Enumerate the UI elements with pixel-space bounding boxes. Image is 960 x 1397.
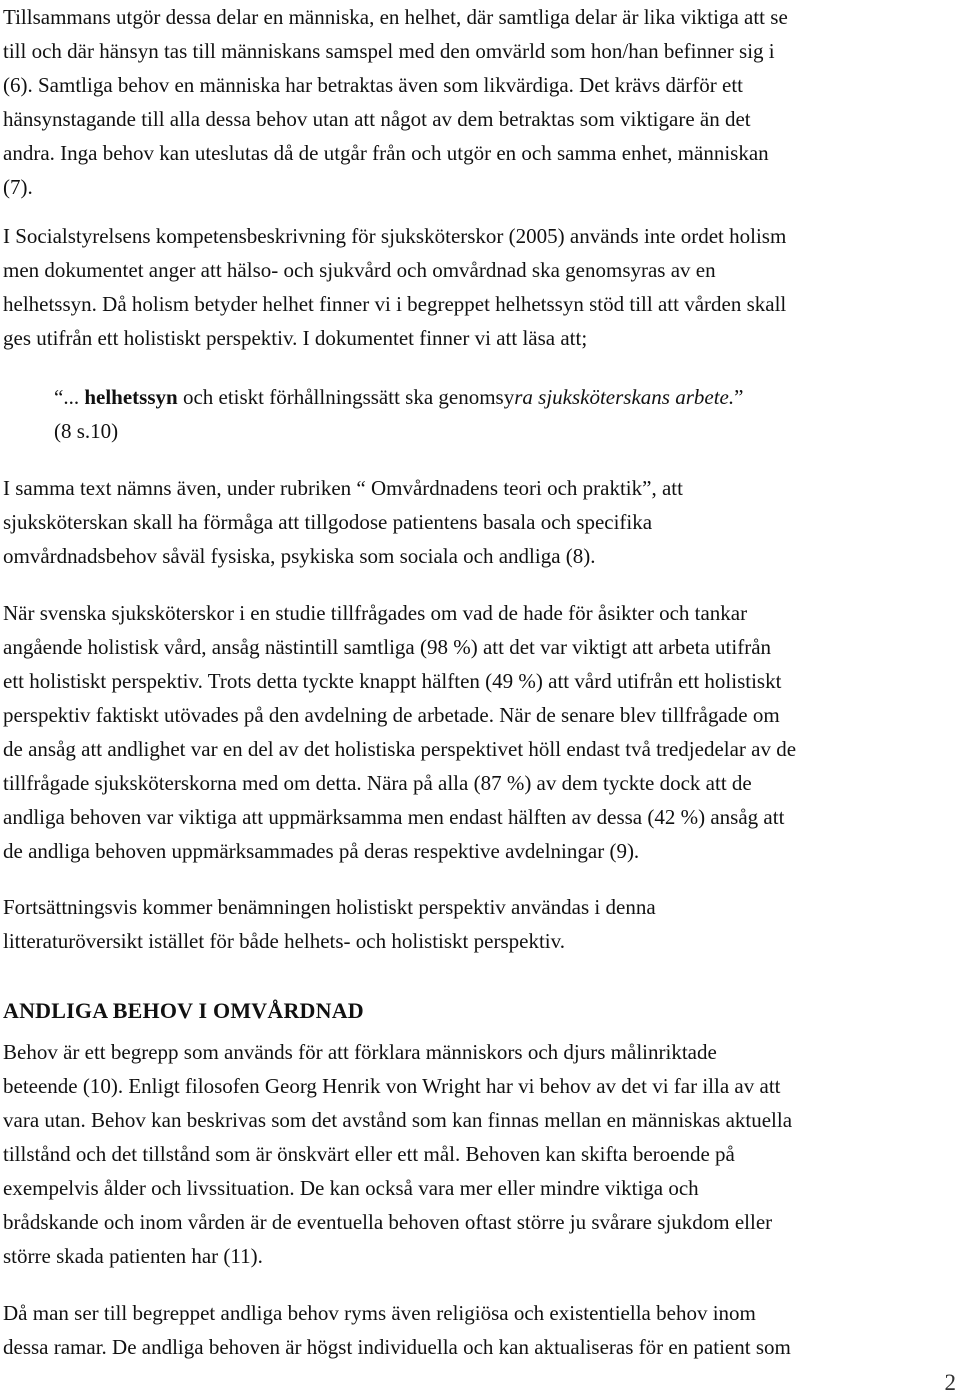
paragraph-andliga-behov: Då man ser till begreppet andliga behov ryms även religiösa och existentiella behov inom dessa ramar. De andliga behoven är högst individuella och kan aktualiseras för en patient som: [3, 1301, 791, 1359]
paragraph-studie-sjukskoterskor: När svenska sjuksköterskor i en studie tillfrågades om vad de hade för åsikter och tankar angående holistisk vård, ansåg nästintill samtliga (98 %) att det var viktigt att arbeta utifrån ett holistiskt perspektiv. Trots detta tyckte knappt hälften (49 %) att vård utifrån ett holistiskt perspektiv faktiskt utövades på den avdelning de arbetade. När de senare blev tillfrågade om de ansåg att andlighet var en del av det holistiska perspektivet höll endast två tredjedelar av de tillfrågade sjuksköterskorna med om detta. Nära på alla (87 %) av dem tyckte dock att de andliga behoven var viktiga att uppmärksamma men endast hälften av dessa (42 %) ansåg att de andliga behoven uppmärksammades på deras respektive avdelningar (9).: [3, 601, 797, 863]
section-heading: ANDLIGA BEHOV I OMVÅRDNAD: [3, 998, 364, 1023]
paragraph-socialstyrelsen: I Socialstyrelsens kompetensbeskrivning för sjuksköterskor (2005) används inte ordet holism men dokumentet anger att hälso- och sjukvård och omvårdnad ska genomsyras av en helhetssyn. Då holism betyder helhet finner vi i begreppet helhetssyn stöd till att vården skall ges utifrån ett holistiskt perspektiv. I dokumentet finner vi att läsa att;: [3, 224, 787, 350]
quote-strong: helhetssyn: [84, 385, 178, 409]
quote-close: ”: [734, 385, 744, 409]
paragraph-fortsattningsvis: Fortsättningsvis kommer benämningen holistiskt perspektiv användas i denna litteraturöversikt istället för både helhets- och holistiskt perspektiv.: [3, 895, 656, 953]
paragraph-omvardnadens-teori: I samma text nämns även, under rubriken “ Omvårdnadens teori och praktik”, att sjuksköterskan skall ha förmåga att tillgodose patientens basala och specifika omvårdnadsbehov såväl fysiska, psykiska som sociala och andliga (8).: [3, 476, 683, 568]
quote-open: “...: [54, 385, 85, 409]
block-quote: [54, 380, 934, 448]
quote-middle: och etiskt förhållningssätt ska genomsy: [177, 385, 515, 409]
quote-emphasis: ra sjuksköterskans arbete.: [514, 385, 735, 409]
page-number: 2: [944, 1370, 956, 1395]
paragraph-holism-intro: Tillsammans utgör dessa delar en människa, en helhet, där samtliga delar är lika viktiga att se till och där hänsyn tas till människans samspel med den omvärld som hon/han befinner sig i (6). Samtliga behov en människa har betraktas även som likvärdiga. Det krävs därför ett hänsynstagande till alla dessa behov utan att något av dem betraktas som viktigare än det andra. Inga behov kan uteslutas då de utgår från och utgör en och samma enhet, människan (7).: [3, 5, 788, 199]
paragraph-behov-begrepp: Behov är ett begrepp som används för att förklara människors och djurs målinriktade beteende (10). Enligt filosofen Georg Henrik von Wright har vi behov av det vi far illa av att vara utan. Behov kan beskrivas som det avstånd som kan finnas mellan en människas aktuella tillstånd och det tillstånd som är önskvärt eller ett mål. Behoven kan skifta beroende på exempelvis ålder och livssituation. De kan också vara mer eller mindre viktiga och brådskande och inom vården är de eventuella behoven oftast större ju svårare sjukdom eller större skada patienten har (11).: [3, 1040, 793, 1268]
quote-source: (8 s.10): [54, 419, 119, 443]
quote-text: [54, 380, 934, 414]
